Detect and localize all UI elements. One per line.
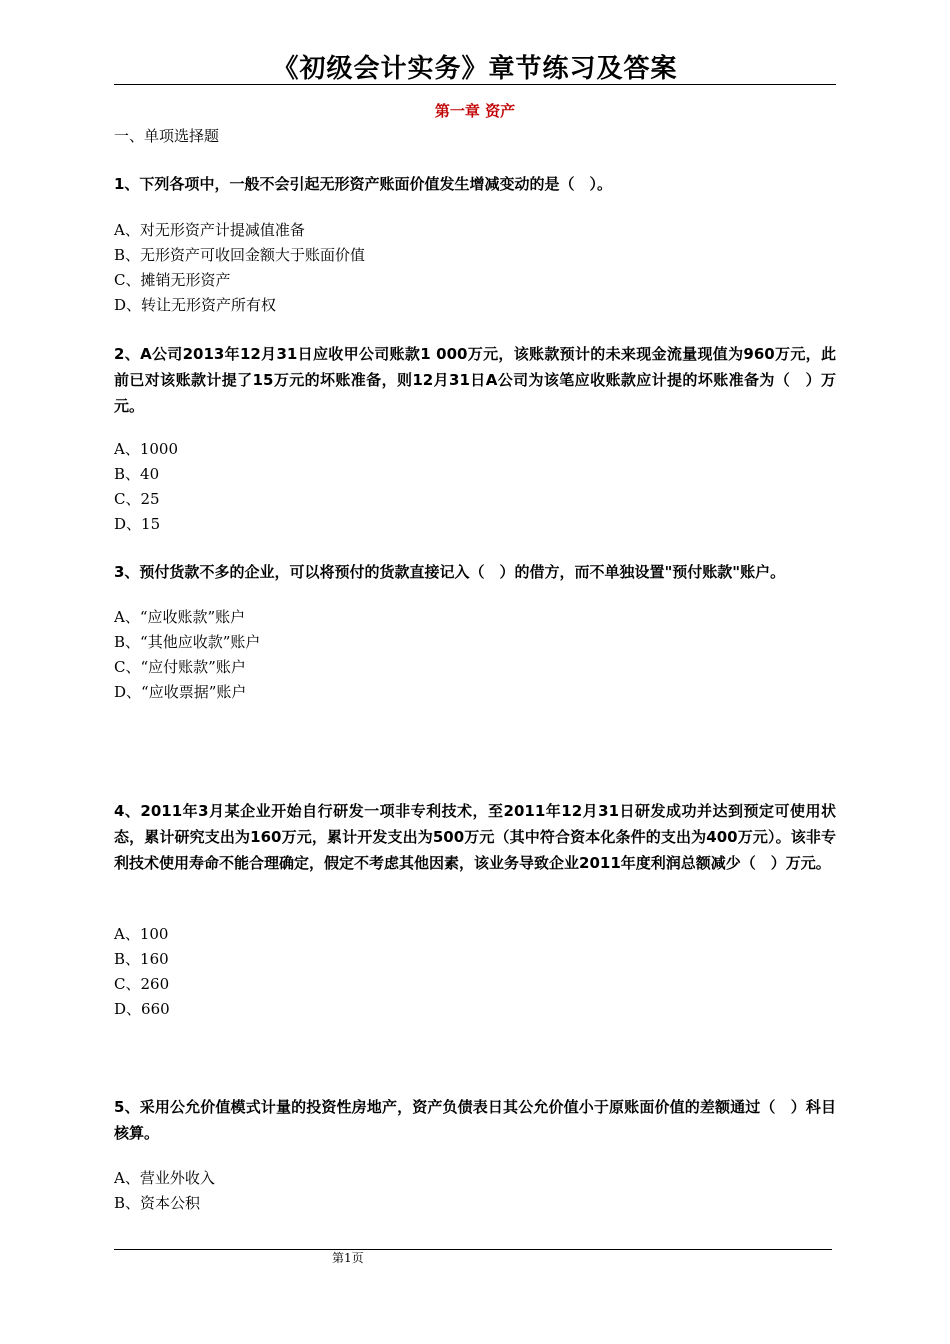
question-stem: 2、A公司2013年12月31日应收甲公司账款1 000万元，该账款预计的未来现金流量现值为960万元，此前已对该账款计提了15万元的坏账准备，则12月31日A公司为该笔应收账款应计提的坏账准备为（ ）万元。 [114, 345, 836, 415]
option-d: D、660 [114, 1000, 170, 1018]
page-number: 第1页 [332, 1251, 364, 1265]
option-a: A、“应收账款”账户 [114, 608, 246, 626]
option-b: B、“其他应收款”账户 [114, 633, 261, 651]
footer-rule [114, 1249, 832, 1250]
question-options [114, 1166, 836, 1216]
question-options [114, 437, 836, 537]
option-a: A、1000 [114, 440, 179, 458]
option-c: C、摊销无形资产 [114, 271, 231, 289]
document-title: 《初级会计实务》章节练习及答案 [272, 54, 678, 84]
option-b: B、无形资产可收回金额大于账面价值 [114, 246, 366, 264]
option-d: D、“应收票据”账户 [114, 683, 247, 701]
chapter-heading: 第一章 资产 [434, 102, 516, 120]
option-c: C、25 [114, 490, 160, 508]
question-stem: 5、采用公允价值模式计量的投资性房地产，资产负债表日其公允价值小于原账面价值的差额通过（ ）科目核算。 [114, 1098, 836, 1142]
option-a: A、对无形资产计提减值准备 [114, 221, 305, 239]
question-stem: 1、下列各项中，一般不会引起无形资产账面价值发生增减变动的是（ ）。 [114, 175, 612, 193]
option-b: B、资本公积 [114, 1194, 201, 1212]
option-b: B、160 [114, 950, 169, 968]
header-rule [114, 84, 836, 85]
option-d: D、15 [114, 515, 161, 533]
option-b: B、40 [114, 465, 160, 483]
section-heading: 一、单项选择题 [114, 127, 220, 145]
question-stem: 4、2011年3月某企业开始自行研发一项非专利技术，至2011年12月31日研发成功并达到预定可使用状态，累计研究支出为160万元，累计开发支出为500万元（其中符合资本化条件的支出为400万元）。该非专利技术使用寿命不能合理确定，假定不考虑其他因素，该业务导致企业2011年度利润总额减少（ ）万元。 [114, 802, 836, 872]
option-a: A、100 [114, 925, 169, 943]
question-stem: 3、预付货款不多的企业，可以将预付的货款直接记入（ ）的借方，而不单独设置"预付账款"账户。 [114, 563, 786, 581]
option-d: D、转让无形资产所有权 [114, 296, 277, 314]
question-options [114, 605, 836, 705]
option-c: C、“应付账款”账户 [114, 658, 246, 676]
question-options [114, 922, 836, 1022]
option-c: C、260 [114, 975, 170, 993]
question-options [114, 218, 836, 318]
option-a: A、营业外收入 [114, 1169, 215, 1187]
